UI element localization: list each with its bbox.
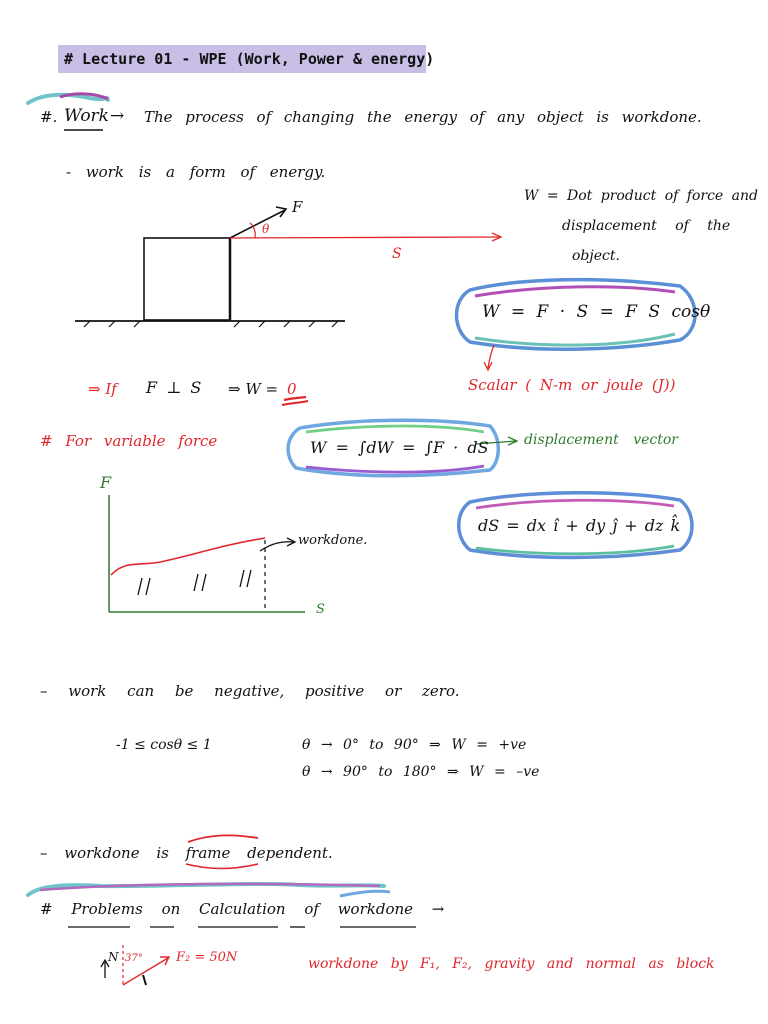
case-obtuse: θ → 90° to 180° ⇒ W = –ve (302, 764, 540, 780)
angle-37-label: 37° (125, 953, 143, 964)
case-acute: θ → 0° to 90° ⇒ W = +ve (302, 737, 527, 753)
perp-result-prefix: ⇒ W = (228, 380, 279, 398)
force-label: F (292, 198, 303, 216)
work-hash: #. (40, 108, 58, 126)
dot-def-line3: object. (572, 248, 620, 264)
page-title: # Lecture 01 - WPE (Work, Power & energy) (58, 45, 426, 73)
problem-text: workdone by F₁, F₂, gravity and normal as block (308, 956, 715, 972)
variable-force-heading: # For variable force (40, 432, 218, 450)
graph-y-label: F (100, 473, 112, 492)
dot-def-line2: displacement of the (562, 218, 731, 234)
perp-result-value: 0 (287, 380, 297, 398)
dot-def-line1: W = Dot product of force and (524, 188, 758, 204)
work-definition-text: The process of changing the energy of any object is workdone. (144, 108, 702, 126)
sign-line: – work can be negative, positive or zero. (40, 682, 460, 700)
perp-expression: F ⊥ S (146, 378, 202, 397)
work-term: Work (64, 106, 109, 126)
perp-prefix: ⇒ If (88, 380, 117, 398)
displacement-vector-note: displacement vector (524, 432, 678, 448)
graph-x-label: S (316, 602, 325, 617)
integral-formula: W = ∫dW = ∫F · dS (310, 438, 489, 457)
angle-label: θ (262, 222, 270, 236)
normal-label: N (108, 950, 119, 964)
f2-label: F₂ = 50N (176, 950, 238, 965)
problems-heading: # Problems on Calculation of workdone → (40, 900, 445, 918)
work-arrow: → (110, 106, 125, 126)
work-form-line: - work is a form of energy. (66, 163, 326, 181)
cos-range: -1 ≤ cosθ ≤ 1 (116, 737, 212, 753)
ds-formula: dS = dx î + dy ĵ + dz k̂ (478, 516, 681, 535)
scalar-note: Scalar ( N-m or joule (J)) (468, 376, 676, 394)
displacement-label: S (392, 246, 402, 262)
frame-dependent-line: – workdone is frame dependent. (40, 844, 333, 862)
graph-workdone-note: workdone. (298, 533, 368, 548)
work-formula: W = F · S = F S cosθ (482, 302, 711, 322)
